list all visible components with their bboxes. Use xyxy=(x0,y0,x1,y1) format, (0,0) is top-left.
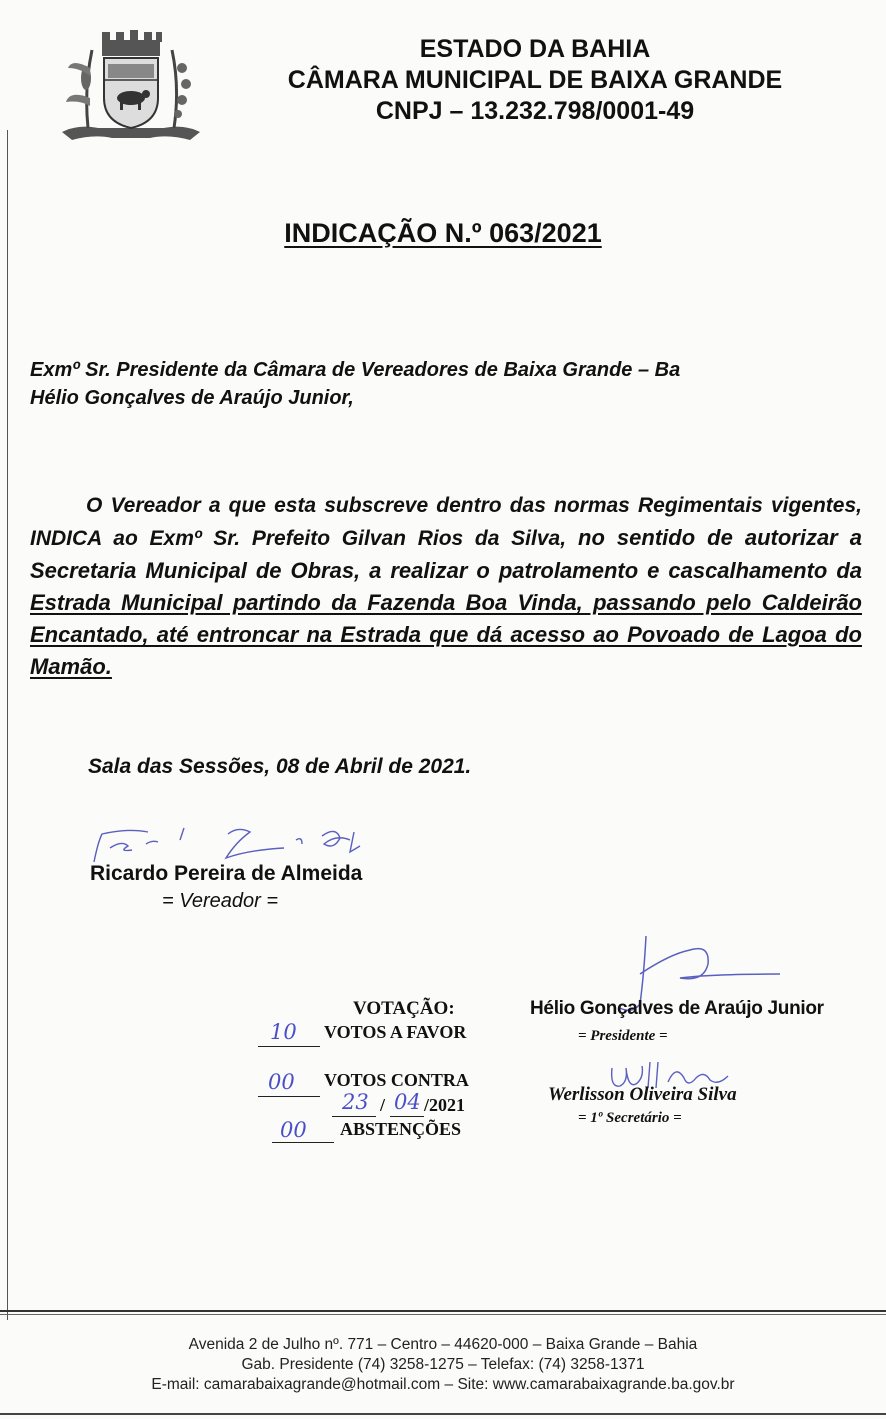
indication-body xyxy=(30,489,862,683)
document-title: INDICAÇÃO N.º 063/2021 xyxy=(284,218,602,248)
vote-date-month: 04 xyxy=(394,1090,421,1114)
body-middle: no sentido de autorizar a Secretaria Municipal de Obras, a realizar o patrolamento e cascalhamento da xyxy=(30,525,862,583)
favor-votes-label: VOTOS A FAVOR xyxy=(324,1022,467,1042)
coat-of-arms-icon xyxy=(58,28,204,146)
secretary-role: = 1º Secretário = xyxy=(578,1110,682,1126)
body-intro: O Vereador a que esta subscreve dentro das normas Regimentais vigentes, INDICA ao Exmº Sr. Prefeito Gilvan Rios da Silva, xyxy=(30,494,862,550)
bottom-rule xyxy=(0,1413,886,1415)
header-state: ESTADO DA BAHIA xyxy=(419,35,651,63)
body-road-description: Estrada Municipal partindo da Fazenda Boa Vinda, passando pelo Caldeirão Encantado, até entroncar na Estrada que dá acesso ao Povoado de Lagoa do Mamão. xyxy=(30,590,862,679)
footer-rule xyxy=(0,1310,886,1312)
secretary-name: Werlisson Oliveira Silva xyxy=(548,1084,737,1105)
voting-heading: VOTAÇÃO: xyxy=(353,998,455,1019)
footer-address: Avenida 2 de Julho nº. 771 – Centro – 44620-000 – Baixa Grande – Bahia xyxy=(188,1336,698,1353)
session-date: Sala das Sessões, 08 de Abril de 2021. xyxy=(88,755,472,778)
header-chamber: CÂMARA MUNICIPAL DE BAIXA GRANDE xyxy=(287,66,783,94)
addressee-line-1: Exmº Sr. Presidente da Câmara de Vereadores de Baixa Grande – Ba xyxy=(30,359,681,381)
signer-name: Ricardo Pereira de Almeida xyxy=(90,862,363,885)
header-cnpj: CNPJ – 13.232.798/0001-49 xyxy=(375,97,695,125)
addressee-line-2: Hélio Gonçalves de Araújo Junior, xyxy=(30,387,354,409)
vote-date-year: /2021 xyxy=(424,1095,466,1115)
signer-role: = Vereador = xyxy=(162,890,279,912)
against-votes-label: VOTOS CONTRA xyxy=(324,1070,469,1090)
footer-rule-thin xyxy=(0,1314,886,1315)
against-votes-value: 00 xyxy=(268,1070,295,1094)
footer-phones: Gab. Presidente (74) 3258-1275 – Telefax: (74) 3258-1371 xyxy=(241,1356,645,1373)
footer-contact: E-mail: camarabaixagrande@hotmail.com – Site: www.camarabaixagrande.ba.gov.br xyxy=(151,1376,735,1393)
date-separator: / xyxy=(380,1095,386,1115)
president-name: Hélio Gonçalves de Araújo Junior xyxy=(530,998,824,1019)
abstentions-value: 00 xyxy=(280,1118,307,1142)
vote-date-day: 23 xyxy=(342,1090,369,1114)
favor-votes-value: 10 xyxy=(270,1020,297,1044)
left-margin-rule xyxy=(7,130,8,1320)
president-role: = Presidente = xyxy=(578,1028,668,1044)
abstentions-label: ABSTENÇÕES xyxy=(340,1119,462,1139)
